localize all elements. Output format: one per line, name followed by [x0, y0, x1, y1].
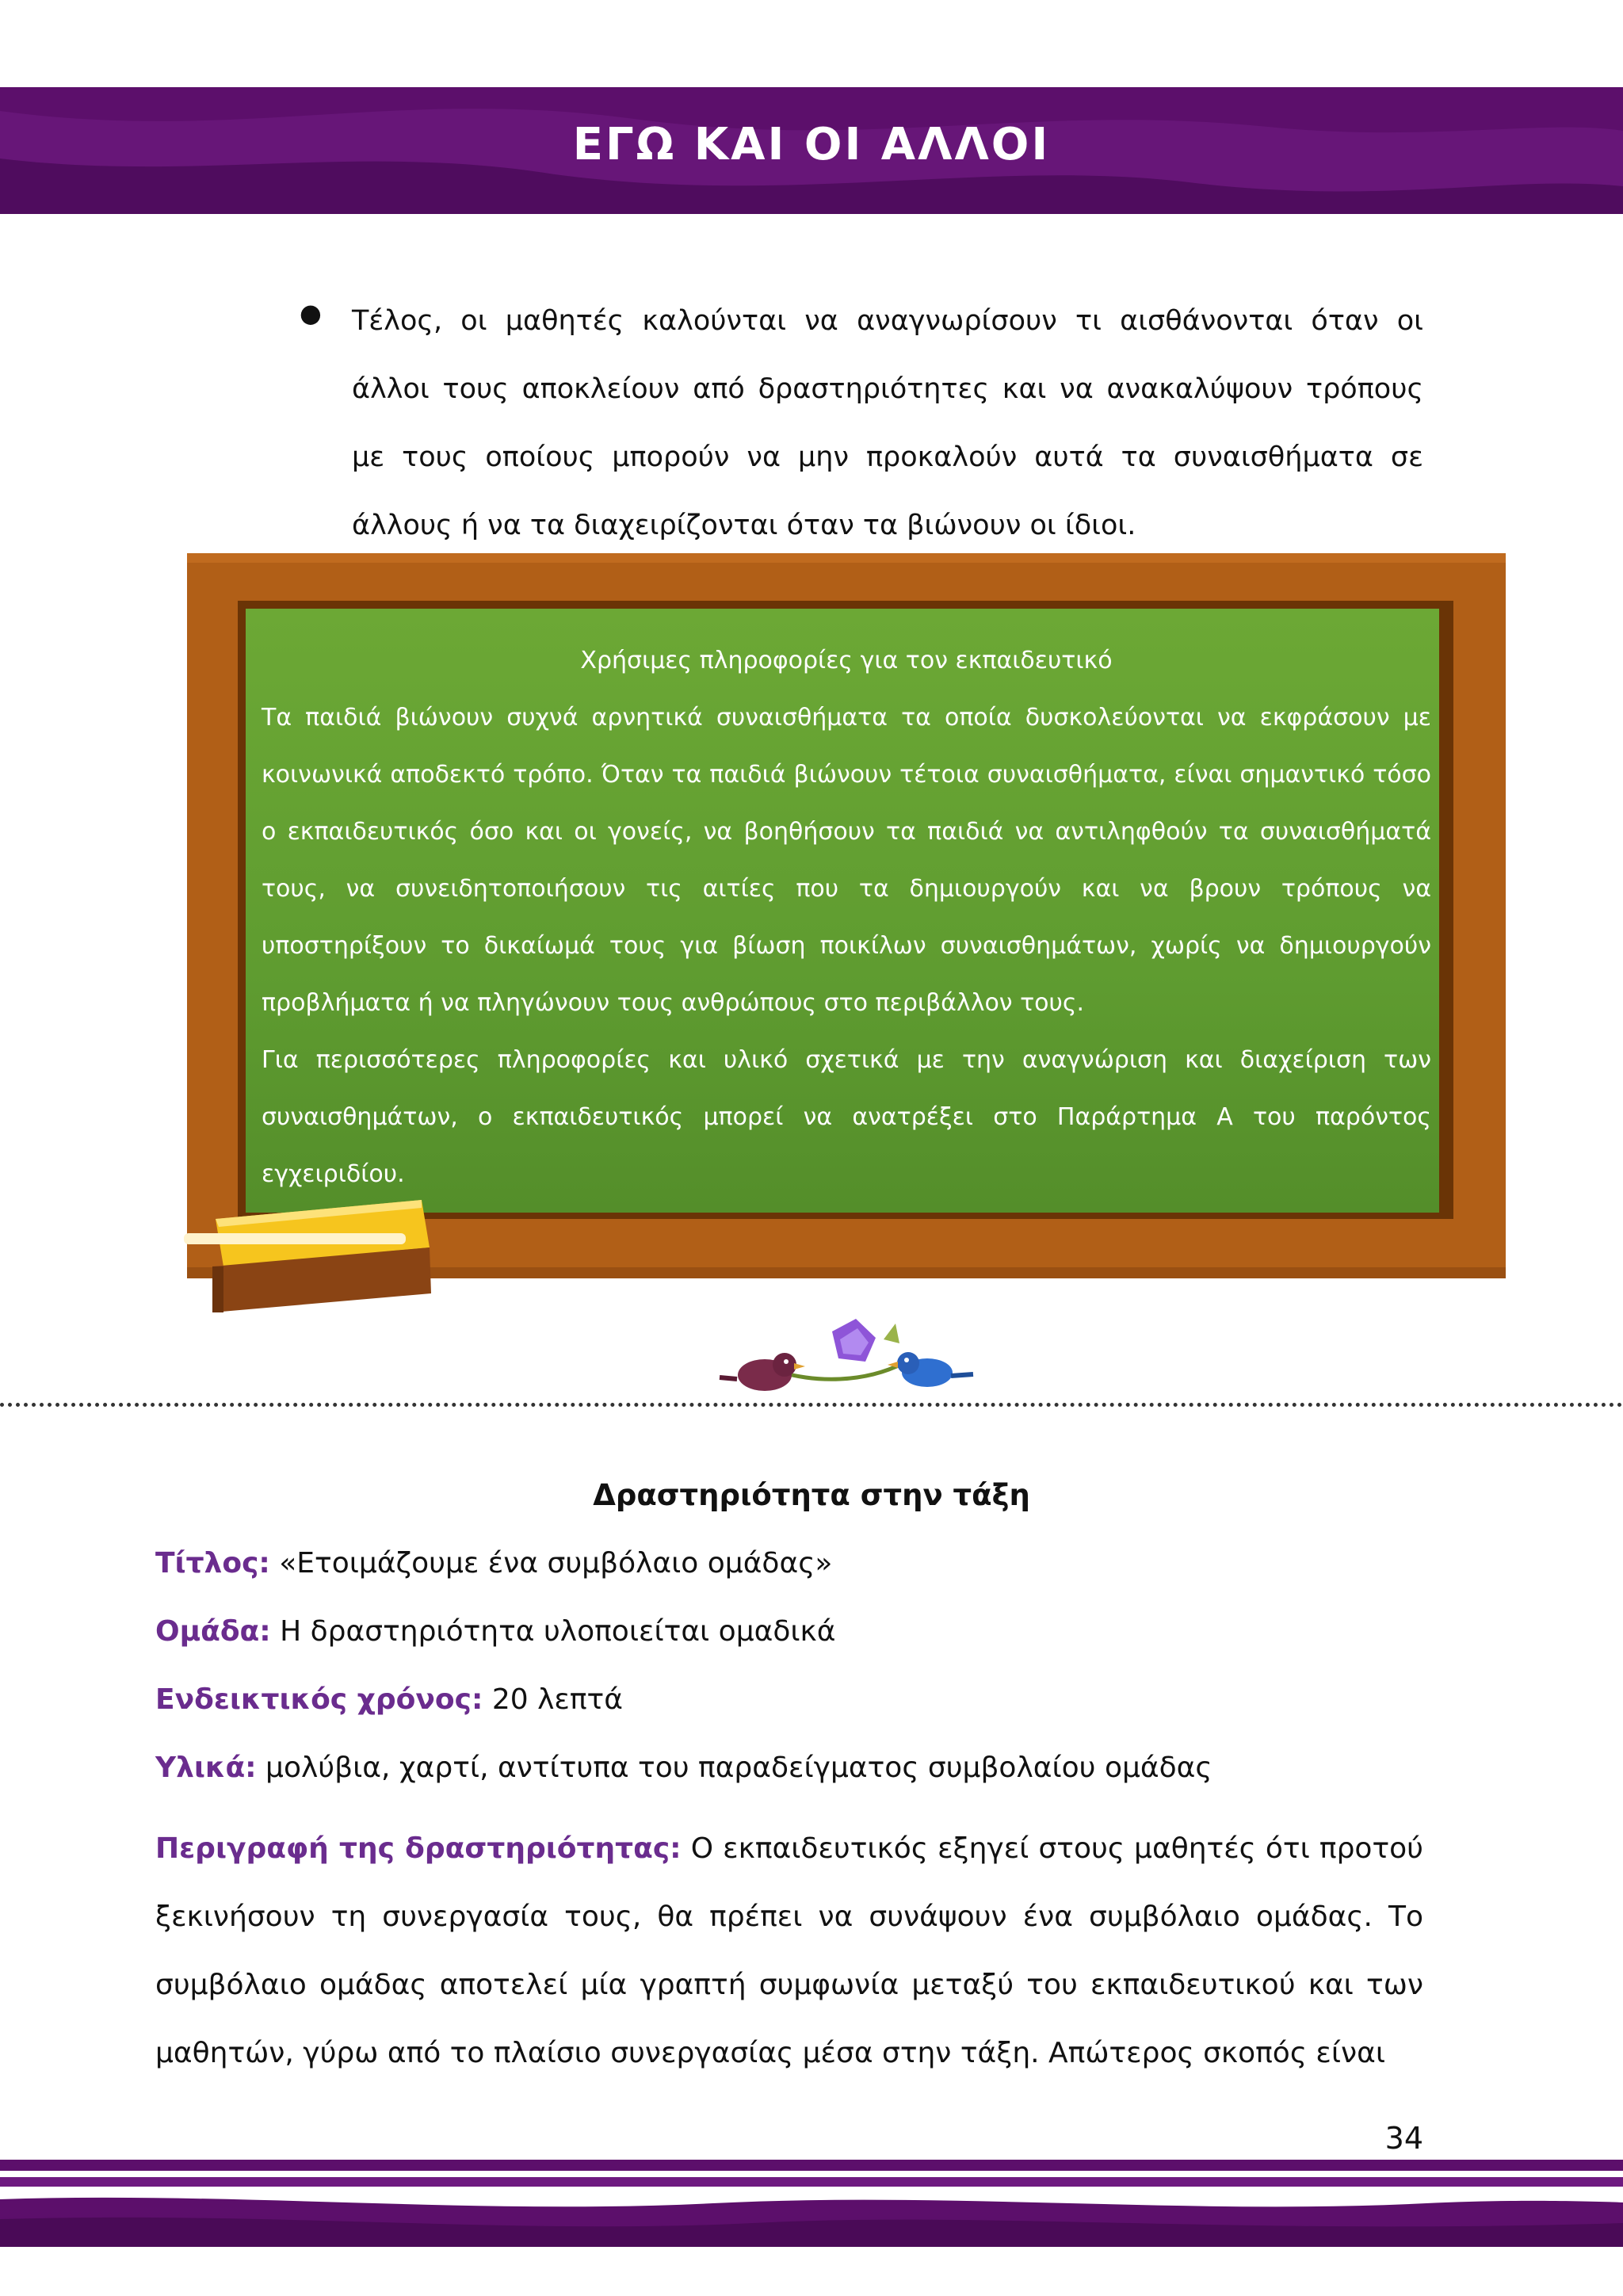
page-number: 34 — [1384, 2121, 1423, 2156]
activity-group-label: Ομάδα: — [155, 1615, 271, 1648]
bullet-icon: ● — [300, 298, 322, 328]
activity-time-label: Ενδεικτικός χρόνος: — [155, 1683, 483, 1716]
activity-description — [155, 1815, 1423, 2088]
activity-materials-value: μολύβια, χαρτί, αντίτυπα του παραδείγματος συμβολαίου ομάδας — [265, 1752, 1212, 1784]
activity-description-label: Περιγραφή της δραστηριότητας: — [155, 1832, 682, 1865]
activity-group-row — [155, 1615, 1423, 1648]
activity-title-row — [155, 1547, 1423, 1580]
activity-title-label: Τίτλος: — [155, 1547, 270, 1580]
bullet-text: Τέλος, οι μαθητές καλούνται να αναγνωρίσουν τι αισθάνονται όταν οι άλλοι τους αποκλείουν από δραστηριότητες και να ανακαλύψουν τρόπους με τους οποίους μπορούν να μην προκαλούν αυτά τα συναισθήματα σε άλλους ή να τα διαχειρίζονται όταν τα βιώνουν οι ίδιοι. — [352, 305, 1423, 541]
activity-heading: Δραστηριότητα στην τάξη — [593, 1478, 1030, 1512]
dotted-divider — [0, 1403, 1623, 1407]
chalkboard — [187, 553, 1506, 1278]
teacher-info-paragraph: Τα παιδιά βιώνουν συχνά αρνητικά συναισθήματα τα οποία δυσκολεύονται να εκφράσουν με κοινωνικά αποδεκτό τρόπο. Όταν τα παιδιά βιώνουν τέτοια συναισθήματα, είναι σημαντικό τόσο ο εκπαιδευτικός όσο και οι γονείς, να βοηθήσουν τα παιδιά να αντιληφθούν τα συναισθήματά τους, να συνειδητοποιήσουν τις αιτίες που τα δημιουργούν και να βρουν τρόπους να υποστηρίξουν το δικαίωμά τους για βίωση ποικίλων συναισθημάτων, χωρίς να δημιουργούν προβλήματα ή να πληγώνουν τους ανθρώπους στο περιβάλλον τους. — [262, 704, 1431, 1017]
page-title: ΕΓΩ ΚΑΙ ΟΙ ΑΛΛΟΙ — [572, 119, 1051, 170]
activity-materials-row — [155, 1752, 1423, 1784]
teacher-info-title: Χρήσιμες πληροφορίες για τον εκπαιδευτικό — [580, 647, 1113, 674]
activity-time-value: 20 λεπτά — [491, 1683, 623, 1716]
activity-materials-label: Υλικά: — [155, 1752, 257, 1784]
eraser-icon — [184, 1200, 437, 1312]
chalkboard-surface — [246, 609, 1439, 1213]
chalkboard-inner-border — [238, 601, 1453, 1219]
page-header-banner — [0, 87, 1623, 214]
page-footer-decoration — [0, 2160, 1623, 2247]
teacher-info-more: Για περισσότερες πληροφορίες και υλικό σχετικά με την αναγνώριση και διαχείριση των συναισθημάτων, ο εκπαιδευτικός μπορεί να ανατρέξει στο Παράρτημα Α του παρόντος εγχειριδίου. — [262, 1046, 1431, 1188]
bullet-paragraph — [300, 287, 1423, 560]
activity-time-row — [155, 1683, 1423, 1716]
activity-group-value: Η δραστηριότητα υλοποιείται ομαδικά — [280, 1615, 836, 1648]
birds-flower-icon — [658, 1308, 991, 1411]
activity-description-value: Ο εκπαιδευτικός εξηγεί στους μαθητές ότι προτού ξεκινήσουν τη συνεργασία τους, θα πρέπει να συνάψουν ένα συμβόλαιο ομάδας. Το συμβόλαιο ομάδας αποτελεί μία γραπτή συμφωνία μεταξύ του εκπαιδευτικού και των μαθητών, γύρω από το πλαίσιο συνεργασίας μέσα στην τάξη. Απώτερος σκοπός είναι — [155, 1832, 1423, 2069]
activity-title-value: «Ετοιμάζουμε ένα συμβόλαιο ομάδας» — [279, 1547, 833, 1580]
teacher-info-box — [262, 632, 1431, 1203]
